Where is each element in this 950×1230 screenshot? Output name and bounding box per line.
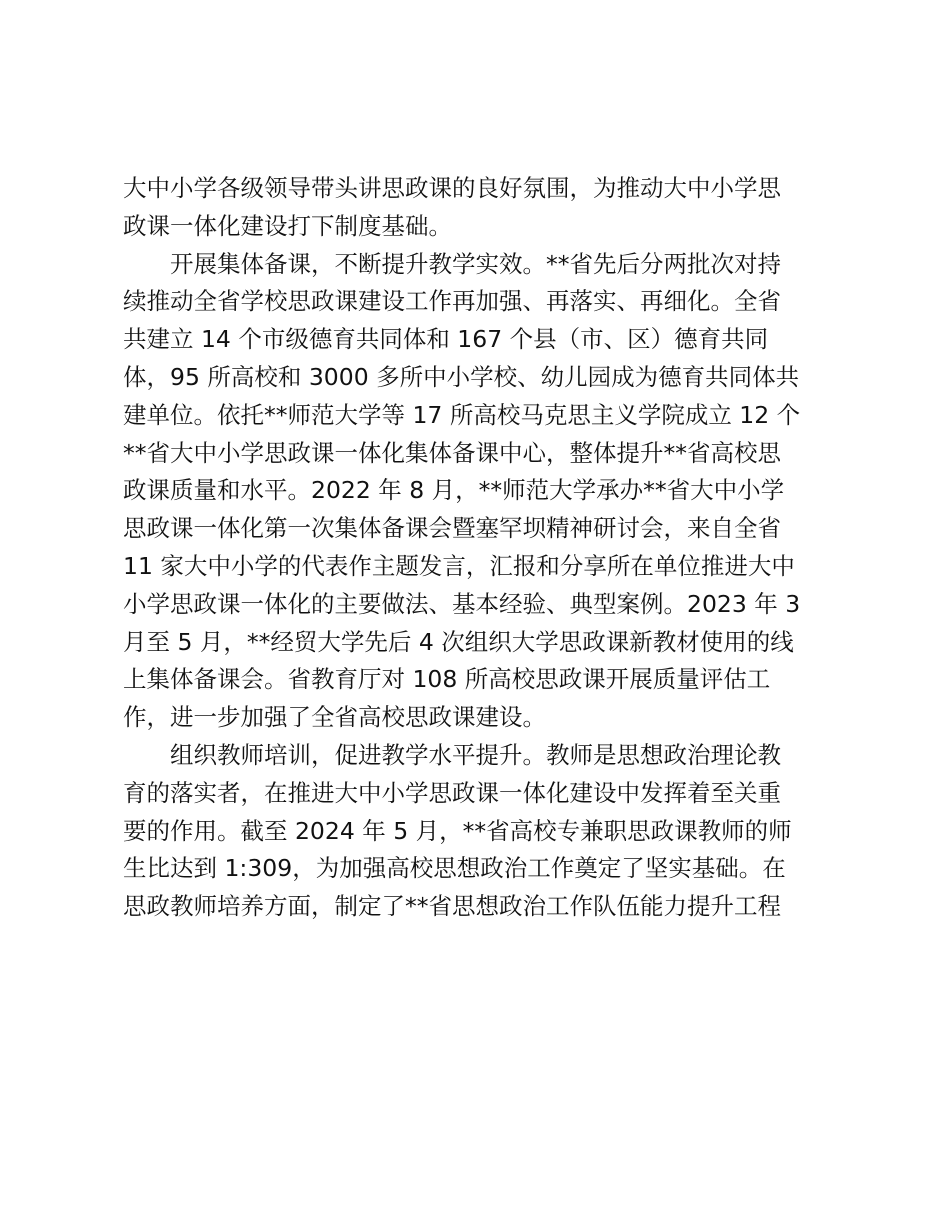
text-line: 政课一体化建设打下制度基础。	[123, 211, 452, 240]
text-line: 思政教师培养方面，制定了**省思想政治工作队伍能力提升工程	[123, 892, 781, 921]
text-line: 上集体备课会。省教育厅对 108 所高校思政课开展质量评估工	[123, 665, 771, 694]
text-line: 育的落实者，在推进大中小学思政课一体化建设中发挥着至关重	[123, 778, 781, 807]
text-line: 小学思政课一体化的主要做法、基本经验、典型案例。2023 年 3	[123, 589, 801, 618]
text-line: 建单位。依托**师范大学等 17 所高校马克思主义学院成立 12 个	[123, 400, 801, 429]
text-line: 政课质量和水平。2022 年 8 月，**师范大学承办**省大中小学	[123, 476, 785, 505]
paragraph-first-line: 组织教师培训，促进教学水平提升。教师是思想政治理论教	[170, 740, 781, 769]
paragraph-first-line: 开展集体备课，不断提升教学实效。**省先后分两批次对持	[170, 249, 781, 278]
text-line: 思政课一体化第一次集体备课会暨塞罕坝精神研讨会，来自全省	[123, 514, 781, 543]
text-line: 续推动全省学校思政课建设工作再加强、再落实、再细化。全省	[123, 287, 781, 316]
text-line: **省大中小学思政课一体化集体备课中心，整体提升**省高校思	[123, 438, 781, 467]
text-line: 生比达到 1:309，为加强高校思想政治工作奠定了坚实基础。在	[123, 854, 786, 883]
text-line: 月至 5 月，**经贸大学先后 4 次组织大学思政课新教材使用的线	[123, 627, 794, 656]
text-line: 作，进一步加强了全省高校思政课建设。	[123, 703, 546, 732]
body-text	[123, 170, 833, 926]
text-line: 体，95 所高校和 3000 多所中小学校、幼儿园成为德育共同体共	[123, 362, 800, 391]
text-line: 11 家大中小学的代表作主题发言，汇报和分享所在单位推进大中	[123, 551, 795, 580]
text-line: 要的作用。截至 2024 年 5 月，**省高校专兼职思政课教师的师	[123, 816, 792, 845]
text-line: 共建立 14 个市级德育共同体和 167 个县（市、区）德育共同	[123, 325, 769, 354]
text-line: 大中小学各级领导带头讲思政课的良好氛围，为推动大中小学思	[123, 174, 781, 202]
